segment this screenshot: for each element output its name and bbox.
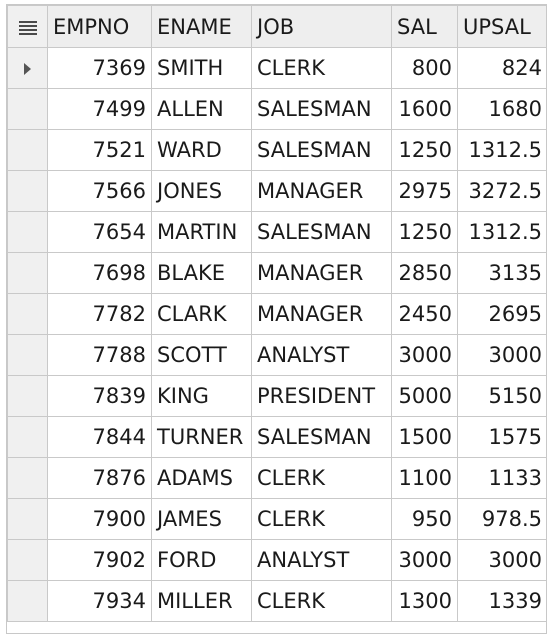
cell-empno[interactable]: 7369: [48, 48, 152, 89]
cell-job[interactable]: MANAGER: [252, 171, 392, 212]
cell-upsal[interactable]: 3000: [458, 540, 548, 581]
cell-upsal[interactable]: 5150: [458, 376, 548, 417]
cell-empno[interactable]: 7788: [48, 335, 152, 376]
table-row[interactable]: [8, 499, 548, 540]
current-row-arrow-icon: [24, 63, 31, 75]
column-header-ename[interactable]: ENAME: [152, 6, 252, 48]
table-row[interactable]: [8, 89, 548, 130]
row-selector[interactable]: [8, 294, 48, 335]
cell-ename[interactable]: FORD: [152, 540, 252, 581]
cell-job[interactable]: PRESIDENT: [252, 376, 392, 417]
cell-job[interactable]: CLERK: [252, 458, 392, 499]
cell-ename[interactable]: ADAMS: [152, 458, 252, 499]
cell-upsal[interactable]: 1312.5: [458, 130, 548, 171]
row-selector[interactable]: [8, 212, 48, 253]
row-selector[interactable]: [8, 540, 48, 581]
cell-sal[interactable]: 1250: [392, 212, 458, 253]
cell-job[interactable]: MANAGER: [252, 294, 392, 335]
menu-icon[interactable]: [19, 21, 37, 35]
cell-upsal[interactable]: 824: [458, 48, 548, 89]
cell-empno[interactable]: 7844: [48, 417, 152, 458]
cell-sal[interactable]: 1100: [392, 458, 458, 499]
cell-sal[interactable]: 1300: [392, 581, 458, 622]
row-selector[interactable]: [8, 499, 48, 540]
cell-empno[interactable]: 7839: [48, 376, 152, 417]
cell-job[interactable]: SALESMAN: [252, 417, 392, 458]
cell-empno[interactable]: 7902: [48, 540, 152, 581]
table-row[interactable]: [8, 335, 548, 376]
cell-job[interactable]: CLERK: [252, 48, 392, 89]
cell-empno[interactable]: 7499: [48, 89, 152, 130]
cell-upsal[interactable]: 978.5: [458, 499, 548, 540]
row-selector[interactable]: [8, 581, 48, 622]
cell-upsal[interactable]: 3000: [458, 335, 548, 376]
row-selector[interactable]: [8, 253, 48, 294]
row-selector[interactable]: [8, 376, 48, 417]
table-row[interactable]: [8, 581, 548, 622]
cell-ename[interactable]: WARD: [152, 130, 252, 171]
data-table: [7, 5, 547, 622]
cell-empno[interactable]: 7934: [48, 581, 152, 622]
table-row[interactable]: [8, 212, 548, 253]
row-selector[interactable]: [8, 335, 48, 376]
table-body: [8, 48, 548, 622]
cell-sal[interactable]: 1250: [392, 130, 458, 171]
cell-sal[interactable]: 3000: [392, 335, 458, 376]
cell-job[interactable]: ANALYST: [252, 540, 392, 581]
cell-upsal[interactable]: 3135: [458, 253, 548, 294]
cell-sal[interactable]: 1500: [392, 417, 458, 458]
cell-job[interactable]: SALESMAN: [252, 130, 392, 171]
cell-ename[interactable]: JAMES: [152, 499, 252, 540]
cell-empno[interactable]: 7521: [48, 130, 152, 171]
cell-ename[interactable]: BLAKE: [152, 253, 252, 294]
cell-empno[interactable]: 7698: [48, 253, 152, 294]
cell-job[interactable]: CLERK: [252, 581, 392, 622]
cell-upsal[interactable]: 1575: [458, 417, 548, 458]
cell-sal[interactable]: 1600: [392, 89, 458, 130]
results-grid[interactable]: [6, 4, 547, 634]
column-header-upsal[interactable]: UPSAL: [458, 6, 548, 48]
cell-upsal[interactable]: 1312.5: [458, 212, 548, 253]
cell-ename[interactable]: MARTIN: [152, 212, 252, 253]
cell-ename[interactable]: TURNER: [152, 417, 252, 458]
row-selector[interactable]: [8, 417, 48, 458]
row-selector[interactable]: [8, 171, 48, 212]
cell-sal[interactable]: 950: [392, 499, 458, 540]
cell-empno[interactable]: 7900: [48, 499, 152, 540]
column-header-sal[interactable]: SAL: [392, 6, 458, 48]
row-selector[interactable]: [8, 130, 48, 171]
row-selector[interactable]: [8, 89, 48, 130]
cell-sal[interactable]: 5000: [392, 376, 458, 417]
table-row[interactable]: [8, 253, 548, 294]
table-row[interactable]: [8, 458, 548, 499]
table-row[interactable]: [8, 171, 548, 212]
cell-empno[interactable]: 7876: [48, 458, 152, 499]
row-selector[interactable]: [8, 48, 48, 89]
row-selector[interactable]: [8, 458, 48, 499]
select-all-header[interactable]: [8, 6, 48, 48]
cell-sal[interactable]: 2850: [392, 253, 458, 294]
table-row[interactable]: [8, 130, 548, 171]
cell-upsal[interactable]: 2695: [458, 294, 548, 335]
cell-job[interactable]: ANALYST: [252, 335, 392, 376]
cell-job[interactable]: SALESMAN: [252, 212, 392, 253]
cell-ename[interactable]: SMITH: [152, 48, 252, 89]
cell-upsal[interactable]: 1339: [458, 581, 548, 622]
cell-ename[interactable]: MILLER: [152, 581, 252, 622]
cell-job[interactable]: SALESMAN: [252, 89, 392, 130]
cell-upsal[interactable]: 3272.5: [458, 171, 548, 212]
cell-empno[interactable]: 7782: [48, 294, 152, 335]
cell-sal[interactable]: 800: [392, 48, 458, 89]
cell-ename[interactable]: KING: [152, 376, 252, 417]
cell-empno[interactable]: 7654: [48, 212, 152, 253]
cell-upsal[interactable]: 1680: [458, 89, 548, 130]
header-row: [8, 6, 548, 48]
table-row[interactable]: [8, 48, 548, 89]
cell-sal[interactable]: 3000: [392, 540, 458, 581]
cell-ename[interactable]: ALLEN: [152, 89, 252, 130]
cell-upsal[interactable]: 1133: [458, 458, 548, 499]
table-row[interactable]: [8, 376, 548, 417]
cell-job[interactable]: MANAGER: [252, 253, 392, 294]
table-row[interactable]: [8, 417, 548, 458]
cell-ename[interactable]: SCOTT: [152, 335, 252, 376]
cell-ename[interactable]: CLARK: [152, 294, 252, 335]
column-header-job[interactable]: JOB: [252, 6, 392, 48]
cell-job[interactable]: CLERK: [252, 499, 392, 540]
table-row[interactable]: [8, 294, 548, 335]
cell-ename[interactable]: JONES: [152, 171, 252, 212]
column-header-empno[interactable]: EMPNO: [48, 6, 152, 48]
table-row[interactable]: [8, 540, 548, 581]
cell-empno[interactable]: 7566: [48, 171, 152, 212]
cell-sal[interactable]: 2450: [392, 294, 458, 335]
cell-sal[interactable]: 2975: [392, 171, 458, 212]
